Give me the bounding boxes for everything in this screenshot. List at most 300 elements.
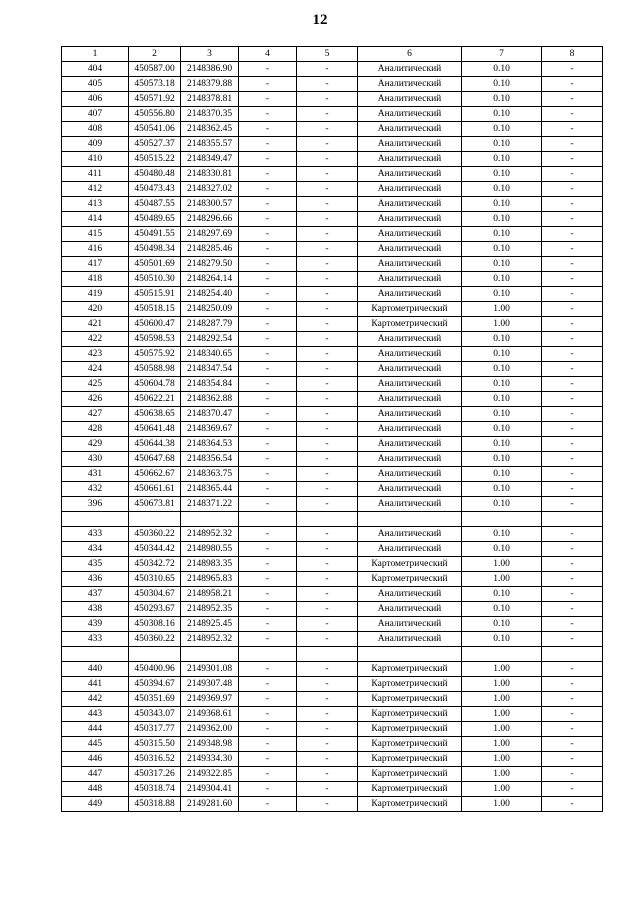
y-coordinate-cell: 2148300.57 [181, 197, 239, 212]
x-coordinate-cell: 450641.48 [129, 422, 181, 437]
y-coordinate-cell: 2148370.35 [181, 107, 239, 122]
y-coordinate-cell: 2148958.21 [181, 587, 239, 602]
col-8-cell: - [542, 107, 603, 122]
method-cell: Аналитический [358, 407, 462, 422]
col-5-cell: - [297, 122, 358, 137]
table-row [62, 722, 603, 737]
method-cell: Аналитический [358, 632, 462, 647]
table-header-row [62, 47, 603, 62]
method-cell: Аналитический [358, 122, 462, 137]
col-8-cell: - [542, 167, 603, 182]
y-coordinate-cell: 2148362.88 [181, 392, 239, 407]
col-5-cell: - [297, 227, 358, 242]
accuracy-cell: 0.10 [462, 602, 542, 617]
accuracy-cell: 0.10 [462, 122, 542, 137]
point-number-cell: 396 [62, 497, 129, 512]
y-coordinate-cell: 2148378.81 [181, 92, 239, 107]
table-row [62, 197, 603, 212]
table-row [62, 452, 603, 467]
accuracy-cell: 1.00 [462, 677, 542, 692]
point-number-cell: 415 [62, 227, 129, 242]
method-cell: Аналитический [358, 242, 462, 257]
col-5-cell: - [297, 212, 358, 227]
accuracy-cell: 1.00 [462, 317, 542, 332]
point-number-cell: 406 [62, 92, 129, 107]
x-coordinate-cell: 450644.38 [129, 437, 181, 452]
table-row [62, 392, 603, 407]
col-8-cell [542, 647, 603, 662]
col-8-cell: - [542, 542, 603, 557]
accuracy-cell: 0.10 [462, 617, 542, 632]
col-8-cell: - [542, 572, 603, 587]
method-cell: Аналитический [358, 287, 462, 302]
accuracy-cell: 1.00 [462, 692, 542, 707]
accuracy-cell: 0.10 [462, 182, 542, 197]
col-8-cell: - [542, 377, 603, 392]
y-coordinate-cell: 2148254.40 [181, 287, 239, 302]
point-number-cell: 420 [62, 302, 129, 317]
method-cell: Аналитический [358, 497, 462, 512]
col-8-cell: - [542, 587, 603, 602]
point-number-cell: 446 [62, 752, 129, 767]
method-cell: Аналитический [358, 272, 462, 287]
table-row [62, 122, 603, 137]
col-5-cell: - [297, 722, 358, 737]
col-8-cell: - [542, 707, 603, 722]
table-row [62, 707, 603, 722]
method-cell: Картометрический [358, 692, 462, 707]
x-coordinate-cell: 450661.61 [129, 482, 181, 497]
col-8-cell: - [542, 557, 603, 572]
table-row [62, 107, 603, 122]
table-row [62, 332, 603, 347]
col-8-cell: - [542, 92, 603, 107]
method-cell: Аналитический [358, 92, 462, 107]
method-cell [358, 512, 462, 527]
point-number-cell: 417 [62, 257, 129, 272]
point-number-cell: 427 [62, 407, 129, 422]
y-coordinate-cell: 2148292.54 [181, 332, 239, 347]
table-row [62, 227, 603, 242]
col-4-cell: - [239, 122, 297, 137]
x-coordinate-cell: 450638.65 [129, 407, 181, 422]
accuracy-cell: 0.10 [462, 452, 542, 467]
point-number-cell: 416 [62, 242, 129, 257]
method-cell: Аналитический [358, 107, 462, 122]
y-coordinate-cell: 2148340.65 [181, 347, 239, 362]
col-4-cell [239, 647, 297, 662]
accuracy-cell: 1.00 [462, 572, 542, 587]
accuracy-cell: 0.10 [462, 437, 542, 452]
table-row [62, 287, 603, 302]
method-cell: Картометрический [358, 572, 462, 587]
y-coordinate-cell: 2148330.81 [181, 167, 239, 182]
table-row [62, 302, 603, 317]
method-cell: Аналитический [358, 137, 462, 152]
accuracy-cell: 0.10 [462, 362, 542, 377]
x-coordinate-cell: 450600.47 [129, 317, 181, 332]
point-number-cell: 426 [62, 392, 129, 407]
col-8-cell: - [542, 722, 603, 737]
method-cell: Аналитический [358, 332, 462, 347]
point-number-cell: 436 [62, 572, 129, 587]
col-8-cell: - [542, 137, 603, 152]
col-8-cell: - [542, 632, 603, 647]
point-number-cell: 405 [62, 77, 129, 92]
col-4-cell: - [239, 107, 297, 122]
table-row [62, 362, 603, 377]
method-cell: Аналитический [358, 197, 462, 212]
x-coordinate-cell: 450293.67 [129, 602, 181, 617]
page-number: 12 [312, 12, 328, 28]
accuracy-cell: 0.10 [462, 242, 542, 257]
col-5-cell: - [297, 767, 358, 782]
x-coordinate-cell: 450575.92 [129, 347, 181, 362]
x-coordinate-cell: 450480.48 [129, 167, 181, 182]
col-4-cell: - [239, 752, 297, 767]
col-4-cell: - [239, 602, 297, 617]
x-coordinate-cell: 450317.26 [129, 767, 181, 782]
col-8-cell: - [542, 437, 603, 452]
col-8-cell: - [542, 257, 603, 272]
y-coordinate-cell: 2148297.69 [181, 227, 239, 242]
col-4-cell: - [239, 557, 297, 572]
table-row [62, 77, 603, 92]
accuracy-cell: 0.10 [462, 542, 542, 557]
accuracy-cell: 0.10 [462, 497, 542, 512]
col-5-cell: - [297, 332, 358, 347]
table-row [62, 152, 603, 167]
x-coordinate-cell: 450510.30 [129, 272, 181, 287]
point-number-cell: 438 [62, 602, 129, 617]
point-number-cell: 445 [62, 737, 129, 752]
accuracy-cell: 1.00 [462, 797, 542, 812]
col-4-cell: - [239, 377, 297, 392]
col-4-cell: - [239, 527, 297, 542]
x-coordinate-cell: 450647.68 [129, 452, 181, 467]
col-4-cell: - [239, 617, 297, 632]
point-number-cell: 428 [62, 422, 129, 437]
col-5-cell: - [297, 302, 358, 317]
x-coordinate-cell: 450491.55 [129, 227, 181, 242]
x-coordinate-cell: 450400.96 [129, 662, 181, 677]
col-5-cell: - [297, 452, 358, 467]
y-coordinate-cell: 2148264.14 [181, 272, 239, 287]
table-row [62, 752, 603, 767]
accuracy-cell: 0.10 [462, 92, 542, 107]
col-5-cell: - [297, 557, 358, 572]
x-coordinate-cell: 450360.22 [129, 527, 181, 542]
method-cell: Аналитический [358, 167, 462, 182]
col-8-cell: - [542, 287, 603, 302]
y-coordinate-cell: 2148952.32 [181, 527, 239, 542]
coordinates-table [61, 46, 603, 812]
y-coordinate-cell: 2148952.32 [181, 632, 239, 647]
table-row [62, 317, 603, 332]
point-number-cell: 421 [62, 317, 129, 332]
accuracy-cell: 0.10 [462, 347, 542, 362]
point-number-cell: 435 [62, 557, 129, 572]
method-cell: Аналитический [358, 377, 462, 392]
col-4-cell: - [239, 632, 297, 647]
accuracy-cell: 1.00 [462, 722, 542, 737]
method-cell: Картометрический [358, 707, 462, 722]
col-4-cell: - [239, 257, 297, 272]
col-8-cell: - [542, 407, 603, 422]
col-4-cell: - [239, 437, 297, 452]
col-8-cell: - [542, 467, 603, 482]
col-4-cell: - [239, 332, 297, 347]
x-coordinate-cell: 450673.81 [129, 497, 181, 512]
col-5-cell: - [297, 77, 358, 92]
x-coordinate-cell: 450487.55 [129, 197, 181, 212]
y-coordinate-cell: 2148379.88 [181, 77, 239, 92]
column-header: 2 [129, 47, 181, 62]
col-4-cell: - [239, 77, 297, 92]
y-coordinate-cell: 2148371.22 [181, 497, 239, 512]
y-coordinate-cell: 2149322.85 [181, 767, 239, 782]
col-8-cell: - [542, 362, 603, 377]
table-row [62, 737, 603, 752]
col-4-cell: - [239, 737, 297, 752]
y-coordinate-cell: 2148285.46 [181, 242, 239, 257]
col-4-cell: - [239, 212, 297, 227]
col-5-cell: - [297, 422, 358, 437]
y-coordinate-cell: 2149362.00 [181, 722, 239, 737]
accuracy-cell: 0.10 [462, 527, 542, 542]
method-cell: Аналитический [358, 62, 462, 77]
y-coordinate-cell: 2148327.02 [181, 182, 239, 197]
accuracy-cell: 0.10 [462, 482, 542, 497]
accuracy-cell: 0.10 [462, 167, 542, 182]
x-coordinate-cell: 450604.78 [129, 377, 181, 392]
col-5-cell: - [297, 167, 358, 182]
col-5-cell: - [297, 107, 358, 122]
col-4-cell: - [239, 182, 297, 197]
column-header: 8 [542, 47, 603, 62]
table-row [62, 497, 603, 512]
table-row [62, 782, 603, 797]
table-row [62, 347, 603, 362]
y-coordinate-cell: 2149307.48 [181, 677, 239, 692]
col-8-cell: - [542, 62, 603, 77]
y-coordinate-cell: 2148349.47 [181, 152, 239, 167]
col-4-cell: - [239, 767, 297, 782]
point-number-cell: 447 [62, 767, 129, 782]
col-4-cell: - [239, 542, 297, 557]
method-cell: Картометрический [358, 722, 462, 737]
col-4-cell: - [239, 677, 297, 692]
y-coordinate-cell: 2148370.47 [181, 407, 239, 422]
column-header: 6 [358, 47, 462, 62]
x-coordinate-cell: 450489.65 [129, 212, 181, 227]
method-cell: Аналитический [358, 602, 462, 617]
method-cell: Картометрический [358, 752, 462, 767]
table-body [62, 62, 603, 812]
col-4-cell: - [239, 62, 297, 77]
col-4-cell: - [239, 407, 297, 422]
col-5-cell: - [297, 572, 358, 587]
y-coordinate-cell: 2148369.67 [181, 422, 239, 437]
table-row [62, 527, 603, 542]
col-8-cell: - [542, 737, 603, 752]
col-5-cell: - [297, 137, 358, 152]
col-8-cell: - [542, 497, 603, 512]
method-cell: Картометрический [358, 767, 462, 782]
point-number-cell: 430 [62, 452, 129, 467]
point-number-cell: 408 [62, 122, 129, 137]
point-number-cell: 422 [62, 332, 129, 347]
col-5-cell: - [297, 62, 358, 77]
accuracy-cell: 1.00 [462, 782, 542, 797]
col-8-cell: - [542, 752, 603, 767]
table-row [62, 437, 603, 452]
x-coordinate-cell: 450316.52 [129, 752, 181, 767]
y-coordinate-cell: 2149348.98 [181, 737, 239, 752]
x-coordinate-cell: 450622.21 [129, 392, 181, 407]
point-number-cell: 424 [62, 362, 129, 377]
accuracy-cell: 0.10 [462, 62, 542, 77]
x-coordinate-cell: 450573.18 [129, 77, 181, 92]
table-row [62, 407, 603, 422]
table-row [62, 137, 603, 152]
x-coordinate-cell: 450598.53 [129, 332, 181, 347]
table-row [62, 692, 603, 707]
col-4-cell: - [239, 692, 297, 707]
point-number-cell: 433 [62, 632, 129, 647]
x-coordinate-cell: 450315.50 [129, 737, 181, 752]
col-5-cell: - [297, 92, 358, 107]
col-4-cell: - [239, 137, 297, 152]
table-row [62, 212, 603, 227]
x-coordinate-cell: 450317.77 [129, 722, 181, 737]
y-coordinate-cell: 2148364.53 [181, 437, 239, 452]
col-5-cell: - [297, 737, 358, 752]
accuracy-cell: 0.10 [462, 332, 542, 347]
accuracy-cell: 0.10 [462, 107, 542, 122]
col-5-cell: - [297, 467, 358, 482]
y-coordinate-cell: 2148354.84 [181, 377, 239, 392]
point-number-cell: 414 [62, 212, 129, 227]
col-5-cell: - [297, 347, 358, 362]
col-5-cell: - [297, 662, 358, 677]
point-number-cell: 413 [62, 197, 129, 212]
blank-separator-row [62, 512, 603, 527]
x-coordinate-cell: 450556.80 [129, 107, 181, 122]
accuracy-cell: 0.10 [462, 212, 542, 227]
point-number-cell: 433 [62, 527, 129, 542]
x-coordinate-cell: 450515.91 [129, 287, 181, 302]
col-5-cell [297, 647, 358, 662]
method-cell: Аналитический [358, 482, 462, 497]
y-coordinate-cell [181, 512, 239, 527]
point-number-cell: 404 [62, 62, 129, 77]
method-cell: Картометрический [358, 557, 462, 572]
method-cell: Аналитический [358, 347, 462, 362]
accuracy-cell: 0.10 [462, 272, 542, 287]
table-row [62, 242, 603, 257]
table-row [62, 482, 603, 497]
table-row [62, 662, 603, 677]
accuracy-cell: 1.00 [462, 662, 542, 677]
method-cell: Аналитический [358, 452, 462, 467]
col-8-cell: - [542, 272, 603, 287]
col-8-cell: - [542, 662, 603, 677]
x-coordinate-cell: 450304.67 [129, 587, 181, 602]
method-cell: Аналитический [358, 77, 462, 92]
table-row [62, 557, 603, 572]
col-8-cell: - [542, 152, 603, 167]
accuracy-cell: 0.10 [462, 587, 542, 602]
method-cell: Картометрический [358, 737, 462, 752]
point-number-cell: 423 [62, 347, 129, 362]
point-number-cell: 429 [62, 437, 129, 452]
y-coordinate-cell [181, 647, 239, 662]
col-4-cell: - [239, 797, 297, 812]
col-8-cell: - [542, 182, 603, 197]
col-8-cell: - [542, 677, 603, 692]
table-row [62, 92, 603, 107]
point-number-cell: 440 [62, 662, 129, 677]
point-number-cell [62, 512, 129, 527]
table-row [62, 422, 603, 437]
method-cell: Картометрический [358, 662, 462, 677]
method-cell: Аналитический [358, 437, 462, 452]
col-8-cell: - [542, 212, 603, 227]
column-header: 4 [239, 47, 297, 62]
y-coordinate-cell: 2149304.41 [181, 782, 239, 797]
col-5-cell: - [297, 407, 358, 422]
table-row [62, 167, 603, 182]
accuracy-cell: 1.00 [462, 302, 542, 317]
x-coordinate-cell: 450343.07 [129, 707, 181, 722]
x-coordinate-cell: 450318.88 [129, 797, 181, 812]
col-4-cell: - [239, 467, 297, 482]
accuracy-cell: 0.10 [462, 257, 542, 272]
col-5-cell: - [297, 272, 358, 287]
col-5-cell [297, 512, 358, 527]
method-cell: Аналитический [358, 617, 462, 632]
table-row [62, 542, 603, 557]
col-5-cell: - [297, 437, 358, 452]
col-8-cell: - [542, 617, 603, 632]
col-4-cell: - [239, 242, 297, 257]
method-cell: Аналитический [358, 542, 462, 557]
y-coordinate-cell: 2148347.54 [181, 362, 239, 377]
point-number-cell: 443 [62, 707, 129, 722]
y-coordinate-cell: 2148279.50 [181, 257, 239, 272]
x-coordinate-cell: 450344.42 [129, 542, 181, 557]
point-number-cell: 437 [62, 587, 129, 602]
col-8-cell: - [542, 602, 603, 617]
col-8-cell: - [542, 797, 603, 812]
col-8-cell: - [542, 767, 603, 782]
point-number-cell: 441 [62, 677, 129, 692]
y-coordinate-cell: 2148287.79 [181, 317, 239, 332]
point-number-cell: 439 [62, 617, 129, 632]
y-coordinate-cell: 2148980.55 [181, 542, 239, 557]
accuracy-cell: 0.10 [462, 467, 542, 482]
accuracy-cell: 1.00 [462, 752, 542, 767]
y-coordinate-cell: 2148365.44 [181, 482, 239, 497]
point-number-cell: 442 [62, 692, 129, 707]
col-4-cell: - [239, 497, 297, 512]
y-coordinate-cell: 2148355.57 [181, 137, 239, 152]
accuracy-cell: 0.10 [462, 197, 542, 212]
col-4-cell: - [239, 167, 297, 182]
col-5-cell: - [297, 497, 358, 512]
table-row [62, 587, 603, 602]
